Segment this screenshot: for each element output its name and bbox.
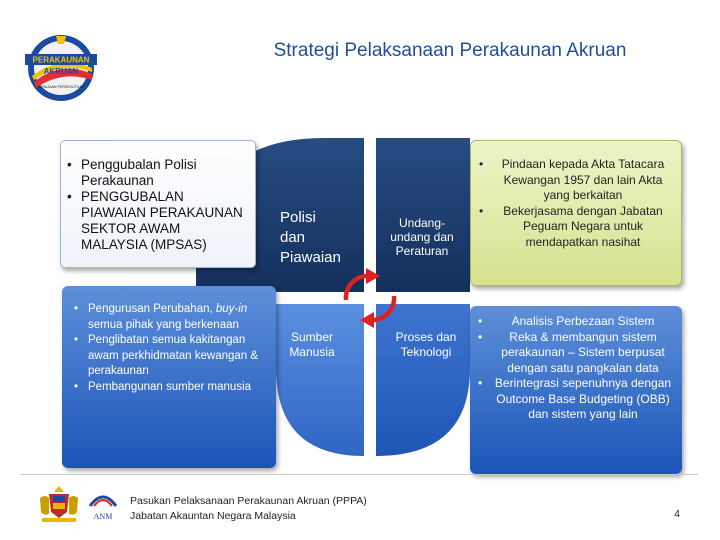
list-item: • PENGGUBALAN PIAWAIAN PERAKAUNAN SEKTOR AWAM MALAYSIA (MPSAS) [67, 189, 245, 253]
anm-logo [86, 484, 120, 524]
list-item: • Bekerjasama dengan Jabatan Peguam Negara untuk mendapatkan nasihat [479, 204, 673, 251]
footer-text: Pasukan Pelaksanaan Perakaunan Akruan (PPPA) Jabatan Akauntan Negara Malaysia [130, 495, 367, 522]
list-item: • Penglibatan semua kakitangan awam perkhidmatan kewangan & perakaunan [74, 333, 266, 380]
list-item: • Analisis Perbezaan Sistem [478, 314, 674, 330]
quadrant-label-undang-undang: Undang- undang dan Peraturan [390, 216, 454, 258]
box-polisi-piawaian [60, 140, 256, 268]
malaysia-crest-icon [36, 484, 82, 524]
list-item: • Pembangunan sumber manusia [74, 380, 266, 396]
svg-text:AKRUAN: AKRUAN [43, 67, 79, 76]
quadrant-label-sumber-manusia: Sumber Manusia [289, 330, 335, 359]
slide-title: Strategi Pelaksanaan Perakaunan Akruan [273, 40, 627, 61]
quadrant-proses-teknologi [376, 304, 470, 456]
footer-divider [20, 474, 698, 475]
list-item: • Berintegrasi sepenuhnya dengan Outcome Base Budgeting (OBB) dan sistem yang lain [478, 376, 674, 423]
quadrant-label-polisi-piawaian: Polisi dan Piawaian [280, 209, 341, 266]
list-item: • Penggubalan Polisi Perakaunan [67, 157, 245, 189]
quadrant-sumber-manusia [276, 304, 364, 456]
quadrant-label-proses-teknologi: Proses dan Teknologi [395, 330, 457, 359]
svg-text:PERAKAUNAN: PERAKAUNAN [32, 55, 90, 65]
list-item: • Pindaan kepada Akta Tatacara Kewangan 1957 dan lain Akta yang berkaitan [479, 157, 673, 204]
svg-text:KERAJAAN PERSEKUTUAN: KERAJAAN PERSEKUTUAN [37, 85, 85, 89]
box-undang-undang [470, 140, 682, 286]
box-sumber-manusia [62, 286, 276, 468]
page-number: 4 [674, 508, 680, 520]
list-item: • Reka & membangun sistem perakaunan – Sistem berpusat dengan satu pangkalan data [478, 330, 674, 377]
box-proses-teknologi [470, 306, 682, 474]
quadrant-undang-undang [376, 138, 470, 292]
svg-text:ANM: ANM [93, 512, 113, 521]
list-item: • Pengurusan Perubahan, buy-in semua pihak yang berkenaan [74, 302, 266, 333]
